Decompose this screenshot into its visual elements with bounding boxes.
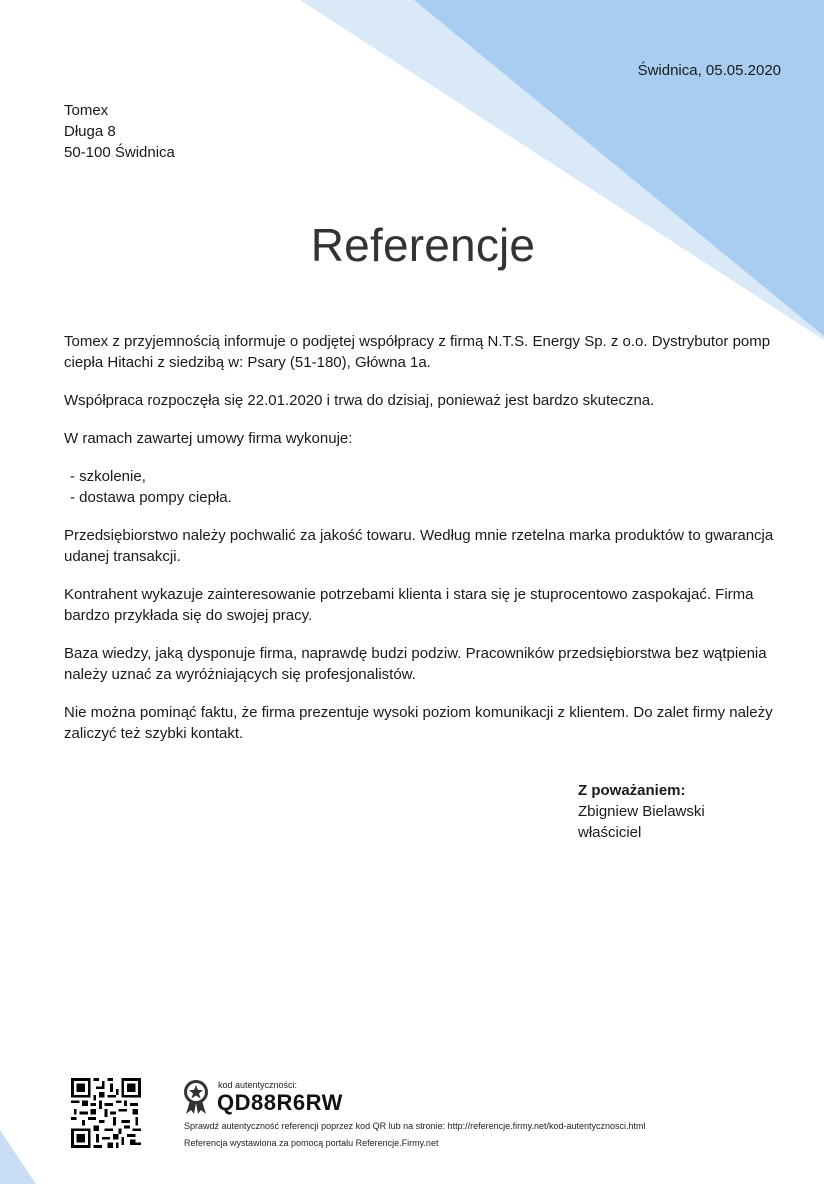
- sender-street: Długa 8: [64, 123, 116, 140]
- paragraph-scope-intro: W ramach zawartej umowy firma wykonuje:: [64, 430, 353, 447]
- sender-city: 50-100 Świdnica: [64, 144, 175, 161]
- verify-instructions: Sprawdź autentyczność referencji poprzez kod QR lub na stronie: http://referencje.firmy.net/kod-autentycznosci.html: [184, 1121, 646, 1131]
- signature-block: [578, 780, 705, 843]
- code-label: kod autentyczności:: [218, 1080, 298, 1090]
- signature-name: Zbigniew Bielawski: [578, 803, 705, 820]
- paragraph-knowledge: Baza wiedzy, jaką dysponuje firma, naprawdę budzi podziw. Pracowników przedsiębiorstwa bez wątpienia należy uznać za wyróżniających się profesjonalistów.: [64, 645, 767, 683]
- scope-item: - dostawa pompy ciepła.: [70, 489, 232, 506]
- signature-closing: Z poważaniem:: [578, 782, 686, 799]
- sender-address: [64, 100, 175, 163]
- sender-name: Tomex: [64, 102, 109, 119]
- letter-body: [64, 331, 784, 761]
- paragraph-start: Współpraca rozpoczęła się 22.01.2020 i trwa do dzisiaj, ponieważ jest bardzo skuteczna.: [64, 392, 655, 409]
- paragraph-communication: Nie można pominąć faktu, że firma prezentuje wysoki poziom komunikacji z klientem. Do zalet firmy należy zaliczyć też szybki kontakt.: [64, 704, 773, 742]
- authenticity-code: QD88R6RW: [217, 1090, 343, 1115]
- portal-note: Referencja wystawiona za pomocą portalu Referencje.Firmy.net: [184, 1138, 439, 1148]
- letter-date: Świdnica, 05.05.2020: [637, 62, 781, 79]
- letter-title: Referencje: [310, 219, 536, 271]
- authenticity-footer: [71, 1078, 791, 1158]
- paragraph-client-care: Kontrahent wykazuje zainteresowanie potrzebami klienta i stara się je stuprocentowo zaspokajać. Firma bardzo przykłada się do swojej pracy.: [64, 586, 754, 624]
- paragraph-intro: Tomex z przyjemnością informuje o podjętej współpracy z firmą N.T.S. Energy Sp. z o.o. Dystrybutor pomp ciepła Hitachi z siedzibą w: Psary (51-180), Główna 1a.: [64, 333, 771, 371]
- paragraph-quality: Przedsiębiorstwo należy pochwalić za jakość towaru. Według mnie rzetelna marka produktów to gwarancja udanej transakcji.: [64, 527, 774, 565]
- scope-item: - szkolenie,: [70, 468, 146, 485]
- qr-code-icon[interactable]: [71, 1078, 141, 1148]
- scope-list: [64, 466, 784, 508]
- signature-role: właściciel: [578, 824, 642, 841]
- star-seal-icon: [182, 1079, 210, 1115]
